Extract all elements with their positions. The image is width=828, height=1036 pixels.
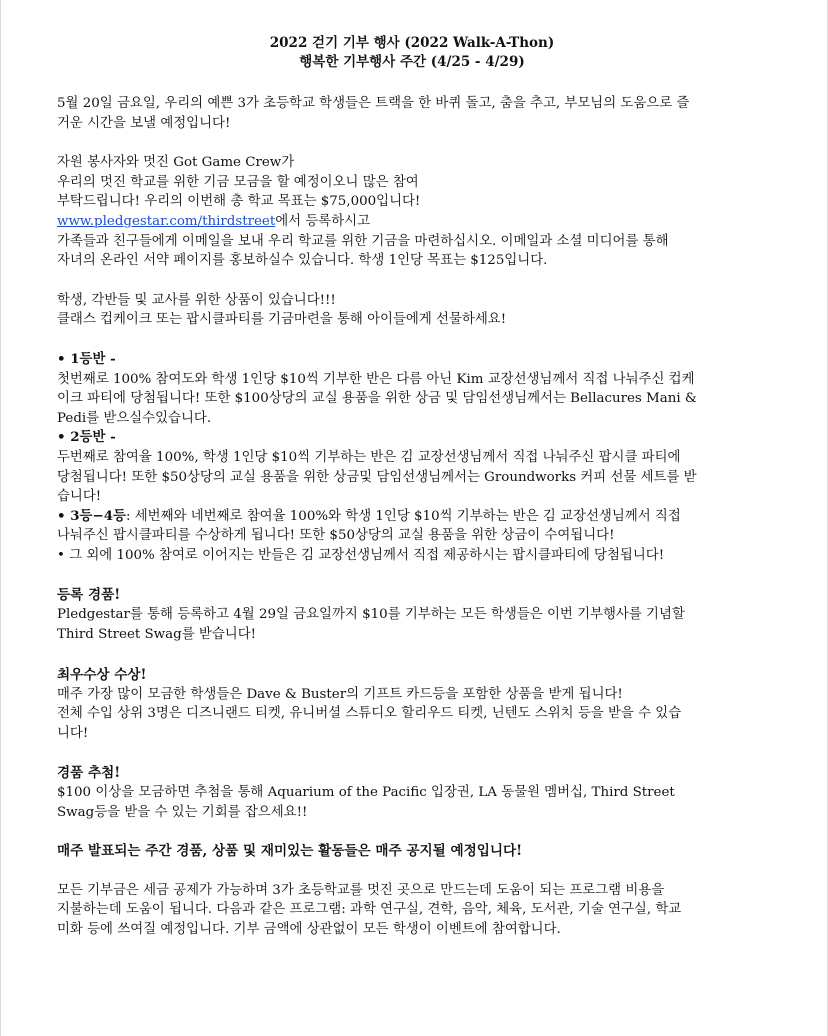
other-classes-line: • 그 외에 100% 참여로 이어지는 반들은 김 교장선생님께서 직접 제공하시는 팝시클파티에 당첨됩니다!: [57, 547, 665, 563]
prizes-intro-paragraph: [57, 291, 767, 330]
first-place-label: • 1등반 -: [57, 350, 116, 367]
places-list: [57, 350, 767, 566]
second-place-label: • 2등반 -: [57, 429, 116, 446]
prizes-intro-line-2: 클래스 컵케이크 또는 팝시클파티를 기금마련을 통해 아이들에게 선물하세요!: [57, 312, 507, 328]
volunteers-line-2: 우리의 멋진 학교를 위한 기금 모금을 할 예정이오니 많은 참여: [57, 174, 419, 190]
raffle-line-1: $100 이상을 모금하면 추첨을 통해 Aquarium of the Pacific 입장권, LA 동물원 멤버십, Third Street: [57, 785, 675, 801]
volunteers-line-4: [57, 212, 767, 232]
top-award-line-1: 매주 가장 많이 모금한 학생들은 Dave & Buster의 기프트 카드등을 포함한 상품을 받게 됩니다!: [57, 686, 623, 702]
footer-line-3: 미화 등에 쓰여질 예정입니다. 기부 금액에 상관없이 모든 학생이 이벤트에 참여합니다.: [57, 921, 561, 937]
third-place-line-1: • 3등−4등: 세번째와 네번째로 참여율 100%와 학생 1인당 $10씩 기부하는 반은 김 교장선생님께서 직접: [57, 507, 681, 524]
raffle-line-2: Swag등을 받을 수 있는 기회를 잡으세요!!: [57, 805, 308, 821]
title-line-1: 2022 걷기 기부 행사 (2022 Walk-A-Thon): [269, 35, 555, 51]
volunteers-line-3: 부탁드립니다! 우리의 이번해 총 학교 목표는 $75,000입니다!: [57, 194, 421, 210]
registration-heading: 등록 경품!: [57, 587, 121, 604]
registration-line-1: Pledgestar를 통해 등록하고 4월 29일 금요일까지 $10를 기부하는 모든 학생들은 이번 기부행사를 기념할: [57, 607, 685, 623]
weekly-announcement: 매주 발표되는 주간 경품, 상품 및 재미있는 활동들은 매주 공지될 예정입니다!: [57, 842, 523, 859]
second-place-line-2: 당첨됩니다! 또한 $50상당의 교실 용품을 위한 상금및 담임선생님께서는 Groundworks 커피 선물 세트를 받: [57, 469, 697, 485]
second-place-line-1: 두번째로 참여율 100%, 학생 1인당 $10씩 기부하는 반은 김 교장선생님께서 직접 나눠주신 팝시클 파티에: [57, 449, 681, 465]
raffle-heading: 경품 추첨!: [57, 765, 121, 782]
top-award-heading: 최우수상 수상!: [57, 666, 147, 683]
intro-line-1: 5월 20일 금요일, 우리의 예쁜 3가 초등학교 학생들은 트랙을 한 바퀴 돌고, 춤을 추고, 부모님의 도움으로 즐: [57, 96, 690, 111]
volunteers-line-5: 가족들과 친구들에게 이메일을 보내 우리 학교를 위한 기금을 마련하십시오. 이메일과 소셜 미디어를 통해: [57, 233, 669, 249]
registration-section: [57, 585, 767, 644]
third-place-line-2: 나눠주신 팝시클파티를 수상하게 됩니다! 또한 $50상당의 교실 용품을 위한 상금이 수여됩니다!: [57, 528, 615, 544]
volunteers-paragraph: [57, 153, 767, 271]
footer-line-2: 지불하는데 도움이 됩니다. 다음과 같은 프로그램: 과학 연구실, 견학, 음악, 체육, 도서관, 기술 연구실, 학교: [57, 902, 682, 918]
pledgestar-link[interactable]: www.pledgestar.com/thirdstreet: [57, 213, 276, 229]
intro-paragraph: [57, 94, 767, 133]
top-award-section: [57, 665, 767, 744]
intro-line-2: 거운 시간을 보낼 예정입니다!: [57, 115, 231, 131]
third-place-label: • 3등−4등: [57, 507, 126, 524]
volunteers-line-1: 자원 봉사자와 멋진 Got Game Crew가: [57, 155, 295, 171]
footer-line-1: 모든 기부금은 세금 공제가 가능하며 3가 초등학교를 멋진 곳으로 만드는데 도움이 되는 프로그램 비용을: [57, 882, 665, 898]
first-place-line-3: Pedi를 받으실수있습니다.: [57, 410, 212, 426]
document-title: [57, 34, 767, 72]
top-award-line-3: 니다!: [57, 725, 89, 741]
first-place-line-2: 이크 파티에 당첨됩니다! 또한 $100상당의 교실 용품을 위한 상금 및 담임선생님께서는 Bellacures Mani &: [57, 391, 697, 407]
registration-line-2: Third Street Swag를 받습니다!: [57, 627, 257, 643]
title-line-2: 행복한 기부행사 주간 (4/25 - 4/29): [299, 54, 525, 70]
prizes-intro-line-1: 학생, 각반들 및 교사를 위한 상품이 있습니다!!!: [57, 292, 336, 308]
top-award-line-2: 전체 수입 상위 3명은 디즈니랜드 티켓, 유니버셜 스튜디오 할리우드 티켓, 닌텐도 스위치 등을 받을 수 있습: [57, 706, 682, 722]
raffle-section: [57, 763, 767, 822]
link-suffix: 에서 등록하시고: [275, 213, 371, 229]
first-place-line-1: 첫번째로 100% 참여도와 학생 1인당 $10씩 기부한 반은 다름 아닌 Kim 교장선생님께서 직접 나눠주신 컵케: [57, 371, 695, 387]
second-place-line-3: 습니다!: [57, 489, 102, 505]
footer-paragraph: [57, 881, 767, 940]
volunteers-line-6: 자녀의 온라인 서약 페이지를 홍보하실수 있습니다. 학생 1인당 목표는 $125입니다.: [57, 253, 548, 269]
